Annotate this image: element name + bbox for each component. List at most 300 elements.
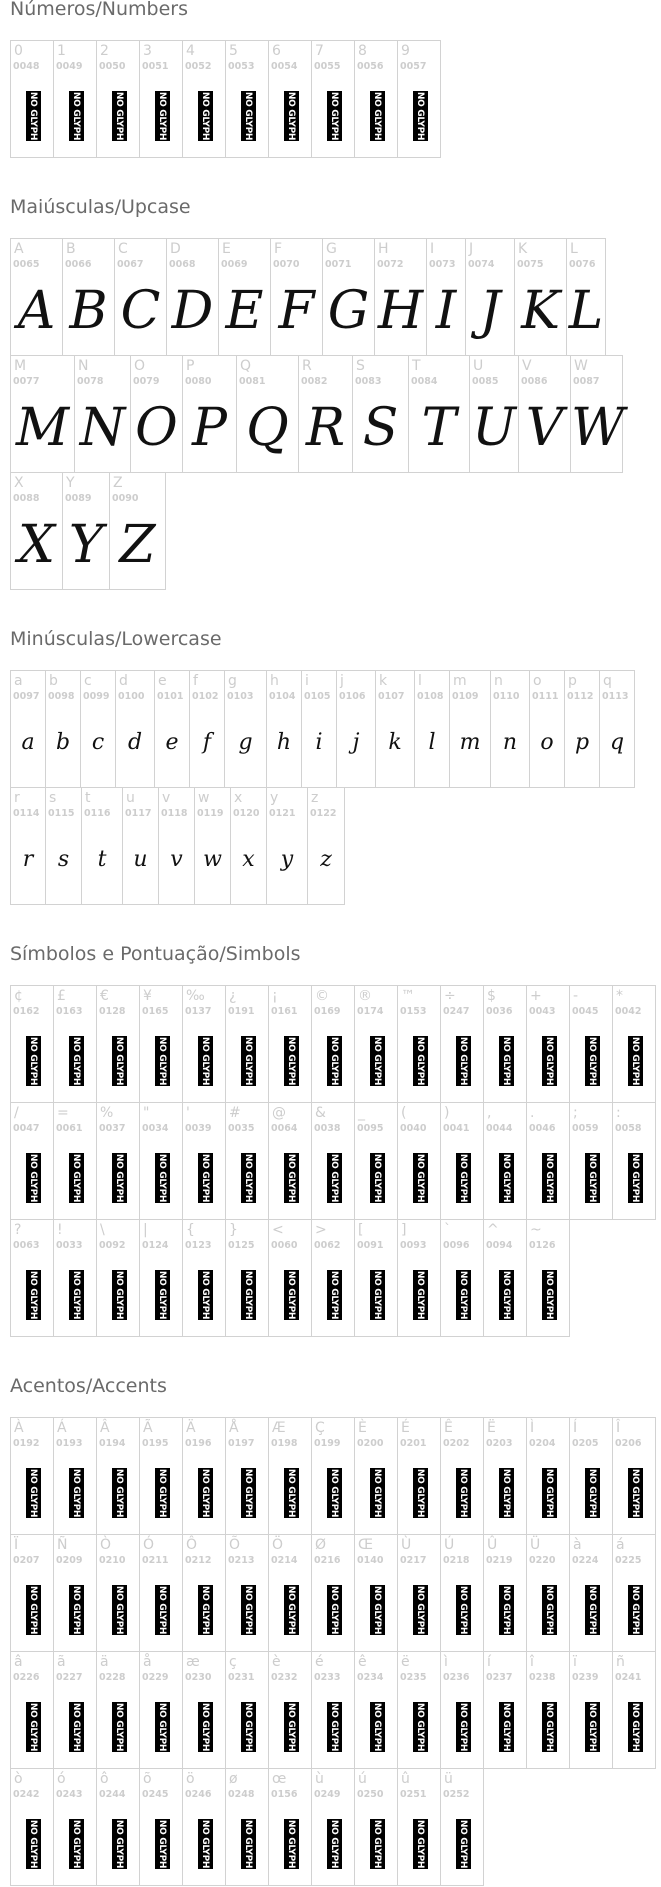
- glyph-char-label: x: [234, 790, 243, 806]
- glyph-cell: [354, 1534, 398, 1652]
- no-glyph-badge: [198, 1153, 213, 1203]
- glyph-cell: [469, 355, 519, 473]
- glyph-cell: [139, 1417, 183, 1535]
- glyph-cell: [10, 1768, 54, 1886]
- glyph-cell: [53, 1417, 97, 1535]
- no-glyph-text: NO GLYPH: [157, 1585, 168, 1635]
- no-glyph-badge: [284, 1585, 299, 1635]
- no-glyph-text: NO GLYPH: [544, 1468, 555, 1518]
- glyph-char-label: Í: [573, 1420, 578, 1436]
- glyph-code-label: 0034: [142, 1123, 169, 1134]
- glyph-char-label: Ì: [530, 1420, 535, 1436]
- no-glyph-text: NO GLYPH: [243, 1153, 254, 1203]
- glyph-char-label: £: [57, 988, 66, 1004]
- glyph-code-label: 0202: [443, 1438, 470, 1449]
- glyph-cell: [526, 1651, 570, 1769]
- no-glyph-text: NO GLYPH: [415, 1153, 426, 1203]
- glyph-code-label: 0225: [615, 1555, 642, 1566]
- no-glyph-badge: [456, 1270, 471, 1320]
- no-glyph-text: NO GLYPH: [200, 1585, 211, 1635]
- glyph-code-label: 0065: [13, 259, 40, 270]
- glyph-cell: [139, 1768, 183, 1886]
- glyph-sample: n: [502, 730, 518, 755]
- glyph-sample: E: [225, 281, 264, 341]
- glyph-sample: e: [165, 730, 179, 755]
- glyph-cell: [440, 1417, 484, 1535]
- no-glyph-badge: [585, 1468, 600, 1518]
- no-glyph-badge: [284, 1036, 299, 1086]
- glyph-code-label: 0102: [192, 691, 219, 702]
- no-glyph-badge: [456, 1468, 471, 1518]
- glyph-cell: [225, 1417, 269, 1535]
- glyph-char-label: E: [222, 241, 231, 257]
- glyph-char-label: r: [14, 790, 20, 806]
- glyph-cell: [225, 1534, 269, 1652]
- no-glyph-badge: [155, 1585, 170, 1635]
- glyph-sample: j: [352, 730, 360, 755]
- glyph-code-label: 0079: [133, 376, 160, 387]
- no-glyph-badge: [413, 1819, 428, 1869]
- no-glyph-badge: [456, 1585, 471, 1635]
- glyph-code-label: 0161: [271, 1006, 298, 1017]
- glyph-code-label: 0074: [468, 259, 495, 270]
- no-glyph-text: NO GLYPH: [114, 1585, 125, 1635]
- glyph-char-label: â: [14, 1654, 23, 1670]
- no-glyph-text: NO GLYPH: [458, 1153, 469, 1203]
- glyph-cell: [130, 355, 183, 473]
- glyph-code-label: 0043: [529, 1006, 556, 1017]
- glyph-cell: [96, 1219, 140, 1337]
- no-glyph-badge: [585, 1036, 600, 1086]
- no-glyph-text: NO GLYPH: [372, 1036, 383, 1086]
- no-glyph-badge: [155, 1468, 170, 1518]
- glyph-cell: [566, 238, 606, 356]
- glyph-cell: [96, 40, 140, 158]
- glyph-code-label: 0199: [314, 1438, 341, 1449]
- no-glyph-text: NO GLYPH: [200, 91, 211, 141]
- glyph-code-label: 0198: [271, 1438, 298, 1449]
- glyph-sample: b: [55, 730, 71, 755]
- glyph-sample: F: [278, 281, 315, 341]
- glyph-cell: [354, 1417, 398, 1535]
- no-glyph-badge: [69, 1270, 84, 1320]
- no-glyph-badge: [499, 1270, 514, 1320]
- glyph-code-label: 0163: [56, 1006, 83, 1017]
- glyph-cell: [266, 787, 308, 905]
- glyph-sample: w: [203, 847, 222, 872]
- no-glyph-text: NO GLYPH: [71, 1036, 82, 1086]
- glyph-cell: [53, 40, 97, 158]
- glyph-code-label: 0156: [271, 1789, 298, 1800]
- glyph-cell: [10, 787, 46, 905]
- no-glyph-text: NO GLYPH: [28, 1585, 39, 1635]
- no-glyph-text: NO GLYPH: [329, 1153, 340, 1203]
- no-glyph-text: NO GLYPH: [329, 1468, 340, 1518]
- no-glyph-badge: [112, 1585, 127, 1635]
- no-glyph-text: NO GLYPH: [28, 1702, 39, 1752]
- no-glyph-text: NO GLYPH: [200, 1468, 211, 1518]
- glyph-code-label: 0236: [443, 1672, 470, 1683]
- glyph-char-label: m: [453, 673, 467, 689]
- no-glyph-badge: [26, 1468, 41, 1518]
- no-glyph-badge: [241, 1585, 256, 1635]
- glyph-code-label: 0250: [357, 1789, 384, 1800]
- glyph-char-label: ä: [100, 1654, 109, 1670]
- glyph-code-label: 0044: [486, 1123, 513, 1134]
- glyph-code-label: 0047: [13, 1123, 40, 1134]
- glyph-cell: [564, 670, 600, 788]
- glyph-char-label: L: [570, 241, 578, 257]
- no-glyph-text: NO GLYPH: [372, 1585, 383, 1635]
- glyph-char-label: ë: [401, 1654, 410, 1670]
- glyph-cell: [440, 1219, 484, 1337]
- no-glyph-text: NO GLYPH: [587, 1585, 598, 1635]
- no-glyph-text: NO GLYPH: [329, 1270, 340, 1320]
- glyph-cell: [96, 1417, 140, 1535]
- lowercase-grid: [10, 670, 650, 904]
- glyph-char-label: è: [272, 1654, 281, 1670]
- glyph-char-label: h: [270, 673, 279, 689]
- no-glyph-badge: [241, 1153, 256, 1203]
- glyph-code-label: 0089: [65, 493, 92, 504]
- glyph-char-label: ©: [315, 988, 329, 1004]
- glyph-cell: [322, 238, 375, 356]
- no-glyph-text: NO GLYPH: [458, 1036, 469, 1086]
- glyph-cell: [10, 670, 46, 788]
- no-glyph-badge: [198, 91, 213, 141]
- glyph-cell: [182, 1651, 226, 1769]
- no-glyph-badge: [413, 1702, 428, 1752]
- glyph-char-label: a: [14, 673, 23, 689]
- glyph-cell: [10, 1102, 54, 1220]
- no-glyph-text: NO GLYPH: [200, 1702, 211, 1752]
- glyph-cell: [354, 1219, 398, 1337]
- glyph-cell: [483, 1651, 527, 1769]
- glyph-cell: [298, 355, 353, 473]
- glyph-code-label: 0248: [228, 1789, 255, 1800]
- no-glyph-badge: [413, 91, 428, 141]
- glyph-code-label: 0072: [377, 259, 404, 270]
- glyph-code-label: 0117: [125, 808, 152, 819]
- glyph-code-label: 0118: [161, 808, 188, 819]
- glyph-char-label: c: [84, 673, 92, 689]
- glyph-char-label: Ï: [14, 1537, 19, 1553]
- glyph-cell: [268, 985, 312, 1103]
- glyph-char-label: È: [358, 1420, 367, 1436]
- glyph-code-label: 0224: [572, 1555, 599, 1566]
- glyph-cell: [53, 1102, 97, 1220]
- glyph-char-label: ¢: [14, 988, 23, 1004]
- glyph-char-label: ): [444, 1105, 450, 1121]
- glyph-code-label: 0036: [486, 1006, 513, 1017]
- glyph-cell: [53, 1534, 97, 1652]
- no-glyph-badge: [112, 1270, 127, 1320]
- glyph-char-label: Ú: [444, 1537, 455, 1553]
- glyph-code-label: 0120: [233, 808, 260, 819]
- glyph-char-label: ,: [487, 1105, 492, 1121]
- glyph-cell: [96, 1102, 140, 1220]
- glyph-code-label: 0108: [417, 691, 444, 702]
- no-glyph-text: NO GLYPH: [501, 1585, 512, 1635]
- no-glyph-badge: [69, 1036, 84, 1086]
- glyph-code-label: 0137: [185, 1006, 212, 1017]
- no-glyph-text: NO GLYPH: [243, 1036, 254, 1086]
- glyph-cell: [599, 670, 635, 788]
- glyph-sample: s: [57, 847, 70, 872]
- glyph-code-label: 0086: [521, 376, 548, 387]
- glyph-code-label: 0101: [157, 691, 184, 702]
- glyph-sample: d: [127, 730, 143, 755]
- glyph-code-label: 0212: [185, 1555, 212, 1566]
- glyph-code-label: 0232: [271, 1672, 298, 1683]
- no-glyph-badge: [542, 1702, 557, 1752]
- glyph-char-label: V: [522, 358, 532, 374]
- no-glyph-text: NO GLYPH: [501, 1270, 512, 1320]
- glyph-cell: [268, 1219, 312, 1337]
- no-glyph-text: NO GLYPH: [71, 1468, 82, 1518]
- no-glyph-badge: [370, 1819, 385, 1869]
- glyph-cell: [483, 1534, 527, 1652]
- glyph-code-label: 0228: [99, 1672, 126, 1683]
- glyph-char-label: F: [274, 241, 283, 257]
- glyph-cell: [311, 1651, 355, 1769]
- glyph-char-label: C: [118, 241, 128, 257]
- no-glyph-text: NO GLYPH: [458, 1270, 469, 1320]
- glyph-cell: [81, 787, 123, 905]
- glyph-char-label: J: [469, 241, 474, 257]
- glyph-code-label: 0091: [357, 1240, 384, 1251]
- no-glyph-badge: [26, 1585, 41, 1635]
- glyph-char-label: ç: [229, 1654, 237, 1670]
- glyph-char-label: 5: [229, 43, 238, 59]
- glyph-cell: [354, 1768, 398, 1886]
- glyph-code-label: 0174: [357, 1006, 384, 1017]
- no-glyph-badge: [456, 1702, 471, 1752]
- no-glyph-text: NO GLYPH: [286, 1702, 297, 1752]
- glyph-char-label: 3: [143, 43, 152, 59]
- glyph-char-label: i: [305, 673, 309, 689]
- glyph-char-label: œ: [272, 1771, 287, 1787]
- glyph-char-label: K: [518, 241, 528, 257]
- glyph-cell: [311, 1417, 355, 1535]
- glyph-code-label: 0205: [572, 1438, 599, 1449]
- glyph-cell: [182, 355, 237, 473]
- glyph-char-label: Ó: [143, 1537, 155, 1553]
- glyph-cell: [62, 472, 110, 590]
- glyph-char-label: û: [401, 1771, 410, 1787]
- no-glyph-badge: [628, 1036, 643, 1086]
- no-glyph-text: NO GLYPH: [415, 1270, 426, 1320]
- glyph-code-label: 0055: [314, 61, 341, 72]
- glyph-char-label: *: [616, 988, 623, 1004]
- glyph-cell: [526, 985, 570, 1103]
- glyph-code-label: 0169: [314, 1006, 341, 1017]
- glyph-char-label: Ç: [315, 1420, 325, 1436]
- glyph-code-label: 0103: [227, 691, 254, 702]
- glyph-char-label: X: [14, 475, 24, 491]
- glyph-cell: [397, 1768, 441, 1886]
- glyph-cell: [139, 985, 183, 1103]
- glyph-cell: [518, 355, 571, 473]
- glyph-code-label: 0085: [472, 376, 499, 387]
- no-glyph-text: NO GLYPH: [415, 1468, 426, 1518]
- glyph-code-label: 0203: [486, 1438, 513, 1449]
- glyph-char-label: &: [315, 1105, 326, 1121]
- glyph-code-label: 0195: [142, 1438, 169, 1449]
- no-glyph-text: NO GLYPH: [415, 1585, 426, 1635]
- glyph-code-label: 0076: [569, 259, 596, 270]
- glyph-char-label: >: [315, 1222, 327, 1238]
- glyph-cell: [122, 787, 159, 905]
- no-glyph-text: NO GLYPH: [28, 1270, 39, 1320]
- glyph-cell: [225, 40, 269, 158]
- glyph-code-label: 0100: [118, 691, 145, 702]
- glyph-cell: [354, 1102, 398, 1220]
- glyph-char-label: M: [14, 358, 27, 374]
- glyph-code-label: 0216: [314, 1555, 341, 1566]
- glyph-char-label: Æ: [272, 1420, 286, 1436]
- glyph-cell: [96, 1768, 140, 1886]
- no-glyph-text: NO GLYPH: [243, 91, 254, 141]
- glyph-cell: [397, 1651, 441, 1769]
- glyph-char-label: y: [270, 790, 279, 806]
- glyph-cell: [218, 238, 271, 356]
- glyph-char-label: Ü: [530, 1537, 541, 1553]
- glyph-code-label: 0113: [602, 691, 629, 702]
- no-glyph-text: NO GLYPH: [157, 1702, 168, 1752]
- glyph-code-label: 0064: [271, 1123, 298, 1134]
- glyph-char-label: ^: [487, 1222, 499, 1238]
- glyph-sample: k: [388, 730, 402, 755]
- glyph-sample: W: [571, 398, 625, 458]
- glyph-code-label: 0125: [228, 1240, 255, 1251]
- no-glyph-text: NO GLYPH: [243, 1270, 254, 1320]
- no-glyph-text: NO GLYPH: [286, 91, 297, 141]
- glyph-char-label: e: [158, 673, 167, 689]
- glyph-cell: [612, 1534, 656, 1652]
- glyph-cell: [426, 238, 466, 356]
- glyph-cell: [397, 1219, 441, 1337]
- glyph-sample: c: [91, 730, 105, 755]
- glyph-char-label: q: [603, 673, 612, 689]
- glyph-char-label: ': [186, 1105, 190, 1121]
- glyph-code-label: 0121: [269, 808, 296, 819]
- glyph-cell: [182, 1534, 226, 1652]
- no-glyph-badge: [499, 1702, 514, 1752]
- glyph-code-label: 0191: [228, 1006, 255, 1017]
- glyph-cell: [154, 670, 190, 788]
- glyph-code-label: 0070: [273, 259, 300, 270]
- glyph-char-label: ï: [573, 1654, 577, 1670]
- glyph-cell: [397, 1534, 441, 1652]
- glyph-sample: X: [17, 515, 56, 575]
- glyph-char-label: ÷: [444, 988, 456, 1004]
- glyph-cell: [225, 1219, 269, 1337]
- upcase-title: Maiúsculas/Upcase: [10, 196, 191, 218]
- glyph-code-label: 0122: [310, 808, 337, 819]
- glyph-char-label: ¡: [272, 988, 278, 1004]
- no-glyph-text: NO GLYPH: [372, 1153, 383, 1203]
- glyph-code-label: 0239: [572, 1672, 599, 1683]
- no-glyph-text: NO GLYPH: [28, 1468, 39, 1518]
- glyph-cell: [301, 670, 337, 788]
- glyph-sample: h: [276, 730, 292, 755]
- glyph-code-label: 0073: [429, 259, 456, 270]
- glyph-sample: L: [568, 281, 604, 341]
- glyph-char-label: =: [57, 1105, 69, 1121]
- no-glyph-badge: [69, 1819, 84, 1869]
- glyph-char-label: .: [530, 1105, 535, 1121]
- glyph-cell: [10, 1417, 54, 1535]
- glyph-sample: T: [421, 398, 457, 458]
- glyph-cell: [408, 355, 470, 473]
- glyph-char-label: æ: [186, 1654, 200, 1670]
- glyph-char-label: ñ: [616, 1654, 625, 1670]
- glyph-char-label: }: [229, 1222, 238, 1238]
- glyph-code-label: 0066: [65, 259, 92, 270]
- no-glyph-text: NO GLYPH: [286, 1585, 297, 1635]
- glyph-char-label: u: [126, 790, 135, 806]
- numbers-title: Números/Numbers: [10, 0, 188, 20]
- no-glyph-badge: [628, 1153, 643, 1203]
- no-glyph-badge: [413, 1036, 428, 1086]
- glyph-char-label: |: [143, 1222, 148, 1238]
- glyph-code-label: 0209: [56, 1555, 83, 1566]
- glyph-code-label: 0252: [443, 1789, 470, 1800]
- glyph-cell: [414, 670, 450, 788]
- glyph-code-label: 0247: [443, 1006, 470, 1017]
- glyph-code-label: 0084: [411, 376, 438, 387]
- glyph-char-label: ó: [57, 1771, 66, 1787]
- glyph-char-label: %: [100, 1105, 114, 1121]
- no-glyph-text: NO GLYPH: [372, 1702, 383, 1752]
- no-glyph-badge: [241, 1036, 256, 1086]
- no-glyph-text: NO GLYPH: [458, 1468, 469, 1518]
- glyph-code-label: 0078: [77, 376, 104, 387]
- glyph-sample: U: [472, 398, 516, 458]
- glyph-sample: Z: [119, 515, 156, 575]
- glyph-char-label: î: [530, 1654, 534, 1670]
- glyph-code-label: 0098: [48, 691, 75, 702]
- glyph-char-label: t: [85, 790, 91, 806]
- no-glyph-badge: [542, 1036, 557, 1086]
- glyph-code-label: 0251: [400, 1789, 427, 1800]
- glyph-cell: [166, 238, 219, 356]
- glyph-char-label: w: [198, 790, 210, 806]
- glyph-sample: R: [305, 398, 346, 458]
- glyph-char-label: +: [530, 988, 542, 1004]
- no-glyph-badge: [155, 91, 170, 141]
- glyph-char-label: ": [143, 1105, 150, 1121]
- glyph-cell: [182, 1102, 226, 1220]
- glyph-sample: B: [69, 281, 108, 341]
- glyph-sample: v: [170, 847, 183, 872]
- glyph-char-label: [: [358, 1222, 364, 1238]
- glyph-char-label: g: [228, 673, 237, 689]
- glyph-sample: r: [22, 847, 34, 872]
- no-glyph-badge: [456, 1819, 471, 1869]
- glyph-char-label: Ñ: [57, 1537, 68, 1553]
- glyph-code-label: 0219: [486, 1555, 513, 1566]
- glyph-code-label: 0049: [56, 61, 83, 72]
- no-glyph-badge: [370, 1270, 385, 1320]
- no-glyph-text: NO GLYPH: [329, 1819, 340, 1869]
- glyph-char-label: R: [302, 358, 312, 374]
- no-glyph-text: NO GLYPH: [71, 1702, 82, 1752]
- glyph-cell: [268, 1102, 312, 1220]
- glyph-code-label: 0038: [314, 1123, 341, 1134]
- no-glyph-text: NO GLYPH: [114, 1819, 125, 1869]
